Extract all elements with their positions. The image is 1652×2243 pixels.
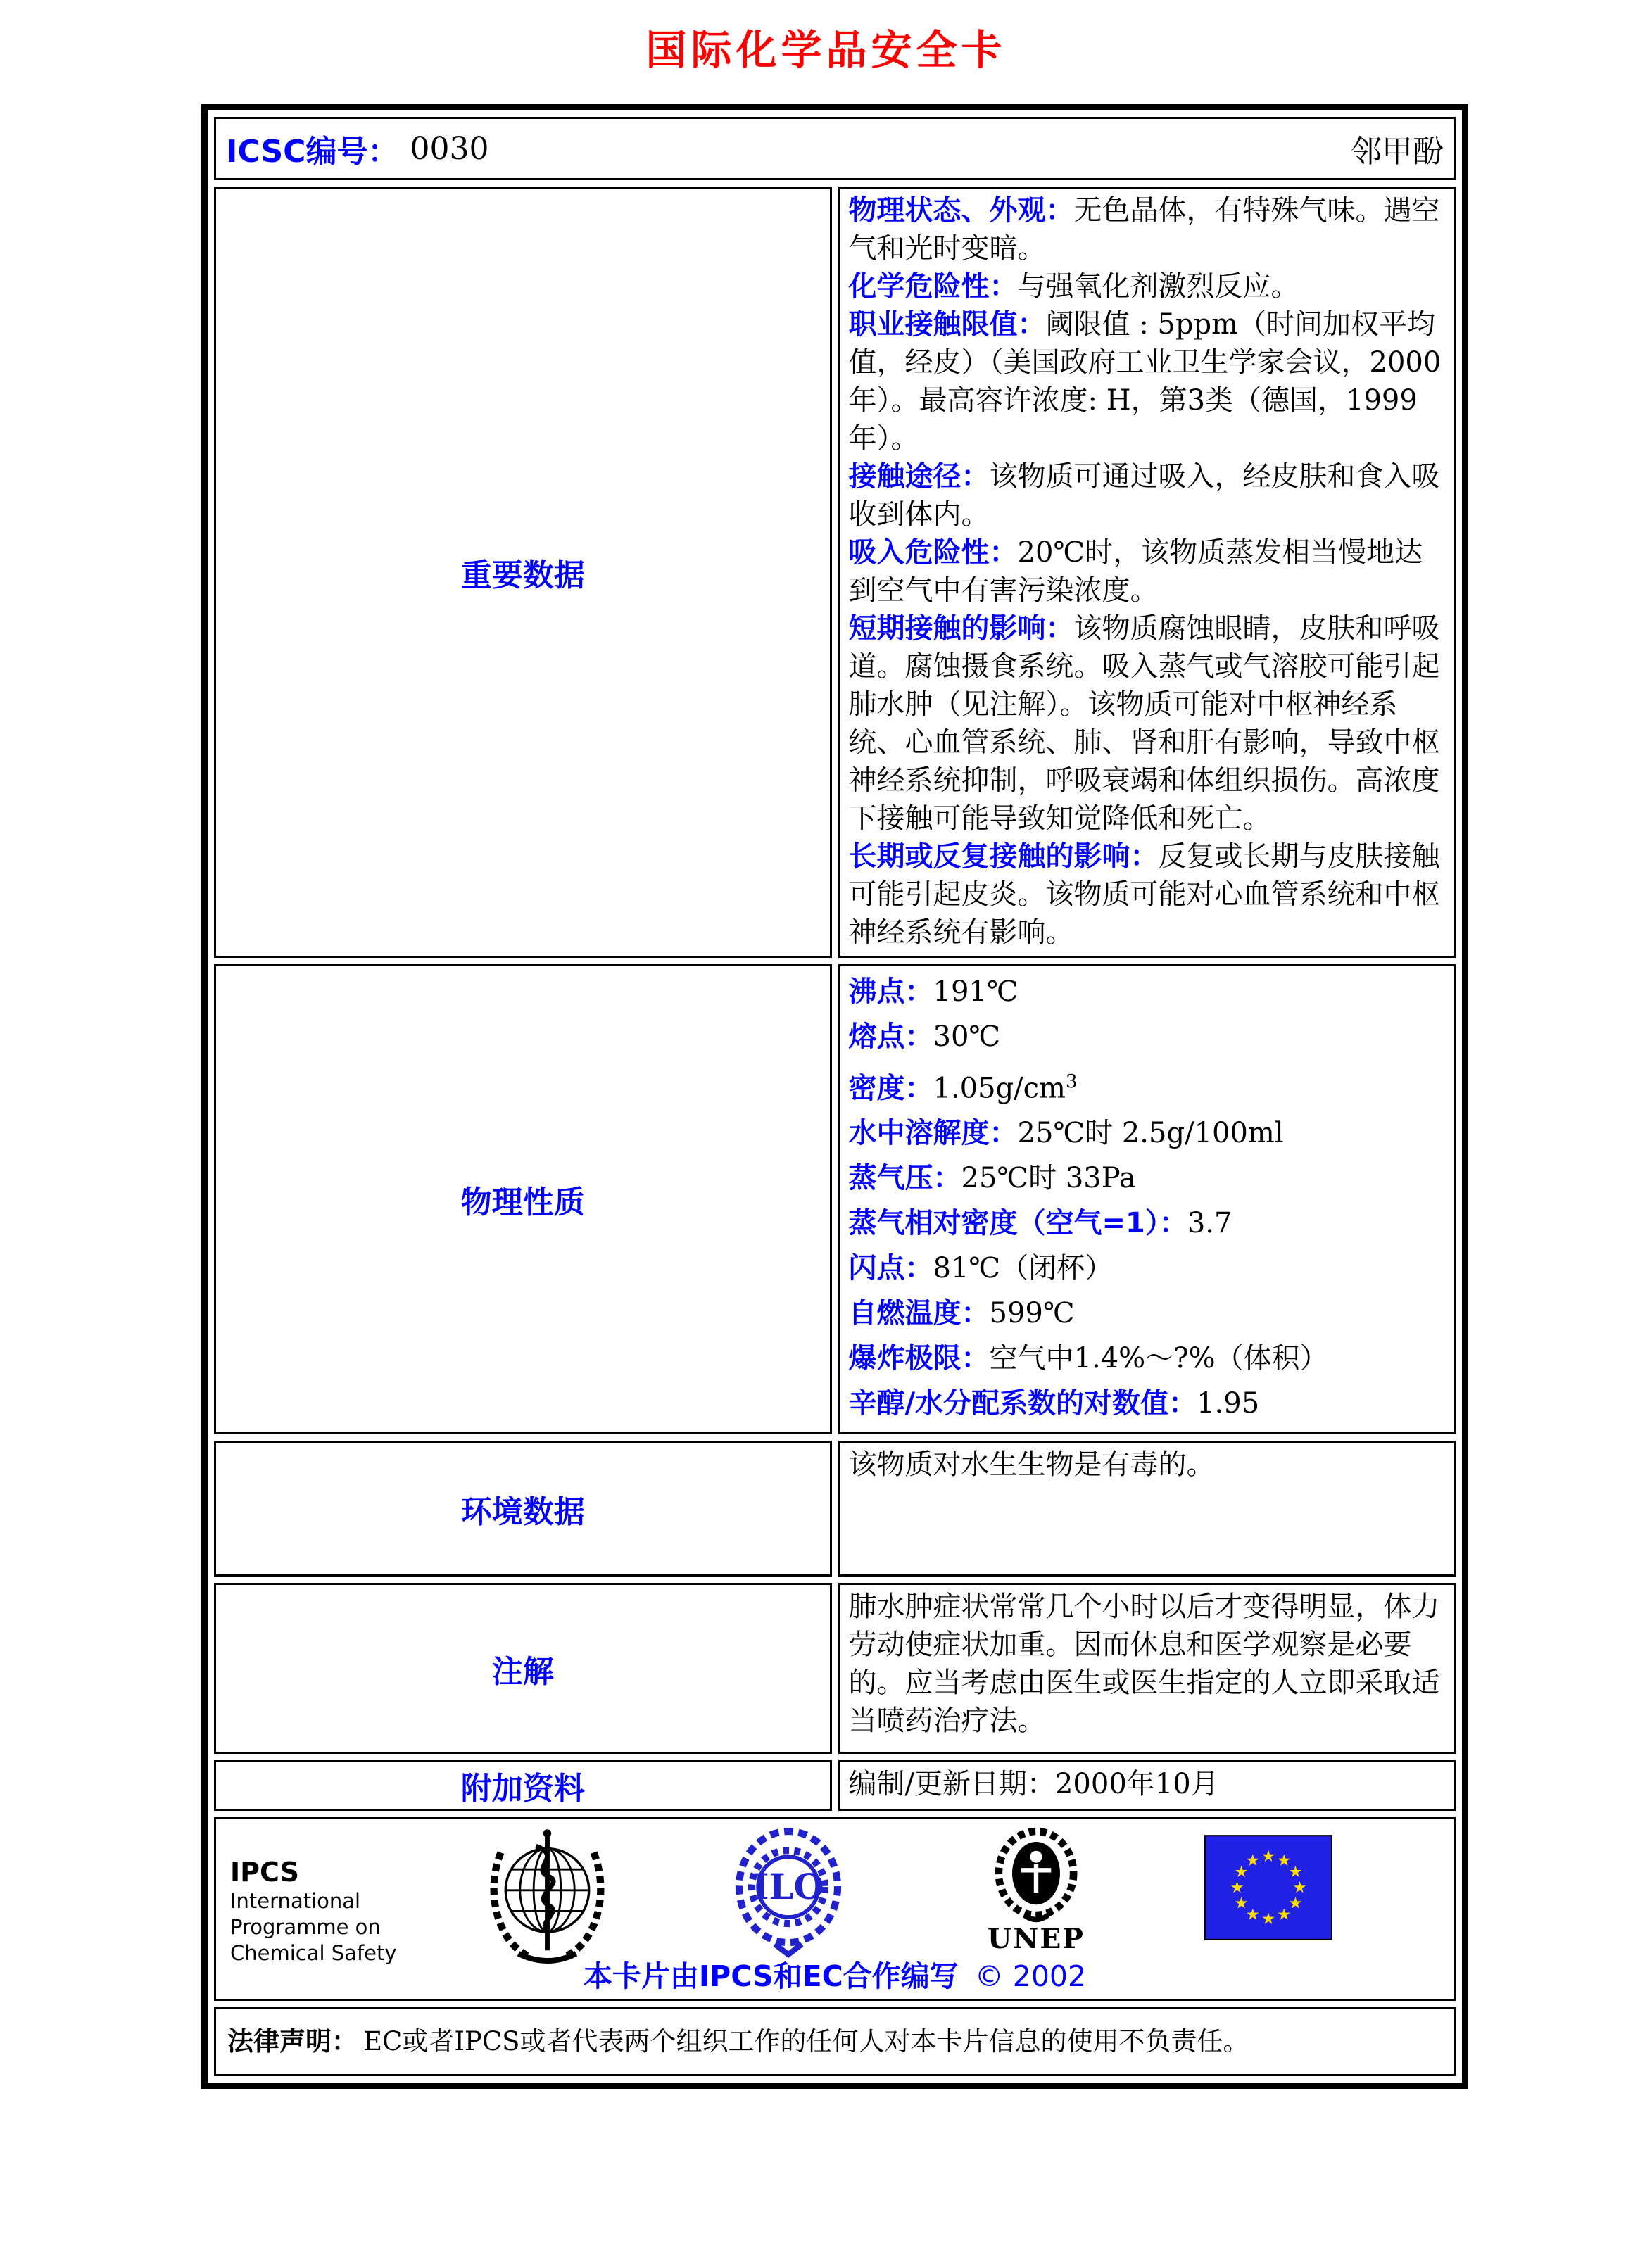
section-label-notes: 注解: [214, 1583, 832, 1754]
additional-info-row: [214, 1760, 1456, 1811]
ipcs-text-block: IPCS International Programme on Chemical Safety: [230, 1857, 397, 1965]
notes-row: [214, 1583, 1456, 1754]
svg-text:ILO: ILO: [752, 1866, 824, 1908]
notes-content: 肺水肿症状常常几个小时以后才变得明显，体力劳动使症状加重。因而休息和医学观察是必要的。应当考虑由医生或医生指定的人立即采取适当喷药治疗法。: [838, 1583, 1456, 1754]
environment-content: 该物质对水生生物是有毒的。: [838, 1441, 1456, 1577]
important-data-content: [838, 187, 1456, 958]
important-item: 短期接触的影响：该物质腐蚀眼睛，皮肤和呼吸道。腐蚀摄食系统。吸入蒸气或气溶胶可能引起肺水肿（见注解）。该物质可能对中枢神经系统、心血管系统、肺、肾和肝有影响，导致中枢神经系统抑制，呼吸衰竭和体组织损伤。高浓度下接触可能导致知觉降低和死亡。: [848, 612, 1440, 835]
logos-cell: [214, 1817, 1456, 2001]
eu-flag-icon: [1204, 1835, 1332, 1940]
ilo-icon: [729, 1825, 848, 1960]
header-cell: [214, 117, 1456, 180]
section-label-physical: 物理性质: [214, 964, 832, 1434]
physical-properties-row: [214, 964, 1456, 1434]
physical-item: 熔点：30℃: [848, 1021, 1001, 1053]
legal-text: EC或者IPCS或者代表两个组织工作的任何人对本卡片信息的使用不负责任。: [363, 2026, 1249, 2056]
physical-item: 沸点：191℃: [848, 975, 1019, 1008]
icsc-number-value: 0030: [410, 130, 489, 167]
unep-icon: [976, 1824, 1096, 1957]
important-item: 长期或反复接触的影响：反复或长期与皮肤接触可能引起皮炎。该物质可能对心血管系统和中枢神经系统有影响。: [848, 840, 1440, 949]
ipcs-title: IPCS: [230, 1857, 299, 1888]
section-label-environment: 环境数据: [214, 1441, 832, 1577]
important-item: 化学危险性：与强氧化剂激烈反应。: [848, 270, 1299, 303]
header-row: [214, 117, 1456, 180]
legal-cell: [214, 2007, 1456, 2076]
copyright-text: © 2002: [974, 1959, 1087, 1993]
who-icon: [482, 1822, 612, 1966]
icsc-card-table: [201, 104, 1468, 2089]
physical-properties-content: [838, 964, 1456, 1434]
physical-item: 密度：$1.05g/cm^3$: [848, 1071, 1078, 1105]
page-title: 国际化学品安全卡: [645, 26, 1007, 74]
section-label-additional: 附加资料: [214, 1760, 832, 1811]
important-item: 吸入危险性：20℃时，该物质蒸发相当慢地达到空气中有害污染浓度。: [848, 536, 1423, 607]
physical-item: 自燃温度：599℃: [848, 1297, 1075, 1330]
section-label-important: 重要数据: [214, 187, 832, 958]
additional-info-content: 编制/更新日期：2000年10月: [838, 1760, 1456, 1811]
physical-item: 蒸气相对密度（空气=1）：3.7: [848, 1207, 1232, 1240]
legal-row: [214, 2007, 1456, 2076]
important-item: 接触途径：该物质可通过吸入，经皮肤和食入吸收到体内。: [848, 460, 1440, 531]
svg-text:UNEP: UNEP: [987, 1922, 1085, 1955]
important-item: 职业接触限值：阈限值 : 5ppm（时间加权平均值，经皮）（美国政府工业卫生学家会议，2000年）。最高容许浓度: H，第3类（德国，1999年）。: [848, 308, 1442, 455]
physical-item: 蒸气压：25℃时 33Pa: [848, 1162, 1136, 1195]
physical-item: 水中溶解度：25℃时 2.5g/100ml: [848, 1117, 1284, 1150]
credit-text: 本卡片由IPCS和EC合作编写: [583, 1959, 959, 1993]
logos-row: [214, 1817, 1456, 2001]
important-data-row: [214, 187, 1456, 958]
icsc-number-label: ICSC编号：: [226, 134, 399, 170]
chemical-name: 邻甲酚: [1351, 134, 1444, 170]
physical-item: 爆炸极限：空气中1.4%～?%（体积）: [848, 1342, 1328, 1375]
physical-item: 辛醇/水分配系数的对数值：1.95: [848, 1387, 1260, 1420]
environment-row: [214, 1441, 1456, 1577]
physical-item: 闪点：81℃（闭杯）: [848, 1252, 1114, 1285]
credit-line: [216, 1953, 1454, 1995]
important-item: 物理状态、外观：无色晶体，有特殊气味。遇空气和光时变暗。: [848, 194, 1440, 265]
legal-label: 法律声明：: [227, 2026, 358, 2056]
